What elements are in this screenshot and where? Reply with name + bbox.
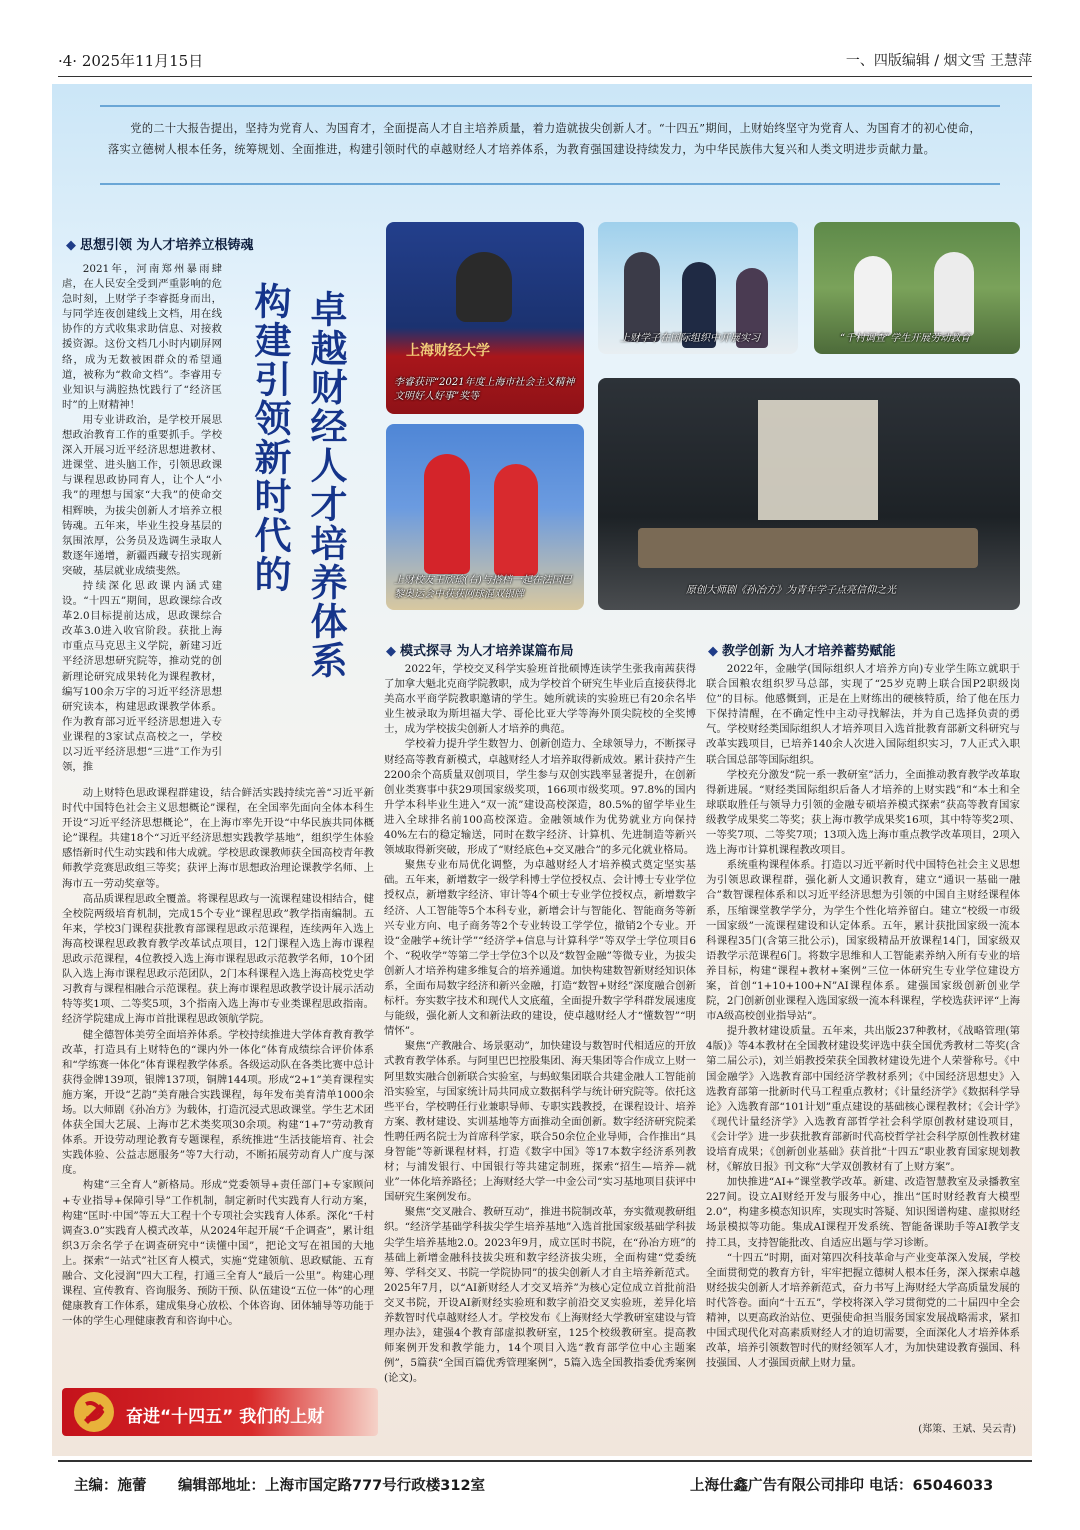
paragraph: 持续深化思政课内涵式建设。“十四五”期间，思政课综合改革2.0目标提前达成，思政课综合改革3.0进入收官阶段。获批上海市重点马克思主义学院，新建习近平经济思想研究院等，推动党的创新理论研究成果转化为课程教材，编写100余万字的习近平经济思想研究读本，构建思政课教学体系。作为教育部习近平经济思想进入专业课程的3家试点高校之一，学校以习近平经济思想“三进”工作为引领，推 — [62, 579, 222, 774]
column-1-narrow — [62, 262, 222, 788]
editors: 一、四版编辑 / 烟文雪 王慧萍 — [845, 53, 1032, 69]
person-figure — [934, 252, 974, 336]
paragraph: 学校着力提升学生数智力、创新创造力、全球领导力，不断探寻财经高等教育新模式，卓越财经人才培养取得新成效。累计获持产生2200余个高质量双创项目，学生参与双创实践率显著提升，在创新创业类赛事中获29项国家级奖项，166项市级奖项。97.8%的国内升学本科毕业生进入“双一流”建设高校深造，80.5%的留学毕业生进入全球排名前100高校深造。金融领域作为优势就业方向保持40%左右的稳定输送，同时在数字经济、计算机、先进制造等新兴领域取得新突破，形成了“财经底色+交叉融合”的多元化就业格局。 — [384, 738, 696, 857]
section-title-3: ◆ 教学创新 为人才培养蓄势赋能 — [708, 644, 896, 659]
paragraph: 健全德智体美劳全面培养体系。学校持续推进大学体育教育教学改革，打造具有上财特色的“课内外一体化”体育成绩综合评价体系和“学练赛一体化”体育课程教学体系。各级运动队在各类比赛中总计获得金牌139项，银牌137项，铜牌144项。形成“2+1”美育课程实施方案，开设“艺韵”美育融合实践课程，每年发布美育清单1000余场。以大师剧《孙冶方》为载体，打造沉浸式思政课堂。学生艺术团体获全国大艺展、上海市艺术类奖项30余项。构建“1+7”劳动教育体系。开设劳动理论教育专题课程，系统推进“生活技能培育、社会实践体验、公益志愿服务”等7大行动，不断拓展劳动育人广度与深度。 — [62, 1028, 374, 1177]
paragraph: 系统重构课程体系。打造以习近平新时代中国特色社会主义思想为引领思政课程群，强化新人文通识教育，建立“通识一基础一融合”数智课程体系和以习近平经济思想为引领的中国自主财经课程体系，压缩课堂教学学分，为学生个性化培养留白。建立“校级一市级一国家级”一流课程建设和认定体系。五年，累计获批国家级一流本科课程35门(含第三批公示)，国家级精品开放课程14门，国家级双语教学示范课程6门。将数字思维和人工智能素养纳入所有专业的培养目标，构建“课程+教材+案例”三位一体研究生专业学位建设方案，首创“1+10+100+N”AI课程体系。建强国家级创新创业学院，2门创新创业课程入选国家级一流本科课程，学校选获评评“上海市A级高校创业指导站”。 — [706, 859, 1020, 1023]
footer-printer: 上海仕鑫广告有限公司排印 电话：65046033 — [690, 1478, 994, 1494]
column-3 — [706, 662, 1020, 1418]
person-figure — [624, 252, 660, 342]
section-title-2: ◆ 模式探寻 为人才培养谋篇布局 — [386, 644, 574, 659]
page-header — [58, 46, 1032, 74]
headline-line-2: 构建引领新时代的 — [248, 282, 291, 594]
stage-banner-text: 上海财经大学 — [406, 343, 490, 359]
footer-editor: 主编：施蕾 — [74, 1478, 147, 1494]
person-figure — [854, 256, 892, 336]
stage-scroll — [758, 400, 878, 520]
diamond-icon: ◆ — [66, 238, 76, 253]
paragraph: 聚焦专业布局优化调整，为卓越财经人才培养模式奠定坚实基础。五年来，新增数字一级学科博士学位授权点、会计博士专业学位授权点，新增数字经济、审计等4个硕士专业学位授权点，新增数字经济、人工智能等5个本科专业，新增会计与智能化、智能商务等新兴专业方向、电子商务等2个专业转设工学学位，撤销2个专业。开设“金融学+统计学”“经济学+信息与计算科学”等双学士学位项目6个、“税收学”等第二学士学位3个以及“数智金融”等微专业，为拔尖创新人才培养构建多维复合的培养通道。加快构建数智新财经知识体系，全面布局数字经济和新兴金融，打造“数智+财经”深度融合创新标杆。夯实数字技术和现代人文底蕴，全面提升数字学科群发展速度与能级，强化新人文和新法政的建设，使卓越财经人才“懂数智”“明情怀”。 — [384, 859, 696, 1038]
footer-address: 编辑部地址：上海市国定路777号行政楼312室 — [178, 1478, 486, 1494]
paragraph: 高品质课程思政全覆盖。将课程思政与一流课程建设相结合，健全校院两级培育机制，完成15个专业“课程思政”教学指南编制。五年来，学校3门课程获批教育部课程思政示范课程，连续两年入选上海高校课程思政教育教学改革试点项目，12门课程入选上海市课程思政示范课程，4位教授入选上海市课程思政示范教学名师，10个团队入选上海市课程思政示范团队，2门本科课程入选上海高校党史学习教育与课程相融合示范课程。获上海市课程思政教学设计展示活动特等奖1项、二等奖5项，3个指南入选上海市专业类课程思政指南。经济学院建成上海市首批课程思政领航学院。 — [62, 892, 374, 1026]
footer-rule — [58, 1460, 1032, 1462]
paragraph: 学校充分激发“院一系一教研室”活力，全面推动教育教学改革取得新进展。“财经类国际组织后备人才培养的上财实践”和“本土和全球联取胜任与领导力引领的金融专硕培养模式探索”获高等教育国家级教学成果奖二等奖；获上海市教学成果奖16项，其中特等奖2项、一等奖7项、二等奖7项；13项入选上海市重点教学改革项目，2项入选上海市计算机课程教改项目。 — [706, 768, 1020, 857]
paragraph: 用专业讲政治，是学校开展思想政治教育工作的重要抓手。学校深入开展习近平经济思想进教材、进课堂、进头脑工作，引领思政课与课程思政协同育人，让个人“小我”的理想与国家“大我”的使命交相辉映，为拔尖创新人才培养立根铸魂。五年来，毕业生投身基层的氛围浓厚，公务员及选调生录取人数逐年递增，新疆西藏专招实现新突破，基层就业成绩斐然。 — [62, 413, 222, 577]
photo-caption: 上财校友王欣瑜(右)与搭档一起在法国巴黎奥运会中获获网球混双银牌 — [394, 575, 572, 600]
photo-li-rui-speech — [386, 222, 584, 414]
person-figure — [456, 252, 512, 322]
paragraph: 提升教材建设质量。五年来，共出版237种教材，《战略管理(第4版)》等4本教材在全国教材建设奖评选中获全国优秀教材二等奖(含第二届公示)，刘兰娟教授荣获全国教材建设先进个人荣誉称号。《中国金融学》入选教育部中国经济学教材系列；《中国经济思想史》入选教育部第一批新时代马工程重点教材；《计量经济学》《数据科学导论》入选教育部“101计划”重点建设的基础核心课程教材；《会计学》《现代计量经济学》入选教育部哲学社会科学原创教材建设项目，《会计学》进一步获批教育部新时代高校哲学社会科学原创性教材建设培育成果；《创新创业基础》获首批“十四五”职业教育国家规划教材，《解放日报》刊文称“大学双创教材有了上财方案”。 — [706, 1025, 1020, 1174]
person-figure — [494, 464, 538, 576]
paragraph: 2021年，河南郑州暴雨肆虐，在人民安全受到严重影响的危急时刻，上财学子李睿挺身而出，与同学连夜创建线上文档，用在线协作的方式收集求助信息、对接救援资源。这份文档几小时内刷屏网络，成为无数被困群众的希望通道，被称为“救命文档”。李睿用专业知识与满腔热忱践行了“经济匡时”的上财精神！ — [62, 263, 222, 411]
photo-caption: 上财学子在国际组织中开展实习 — [620, 333, 760, 344]
photo-caption: “千村调查”学生开展劳动教育 — [840, 333, 971, 344]
intro-paragraph: 党的二十大报告提出，坚持为党育人、为国育才，全面提高人才自主培养质量，着力造就拔尖创新人才。“十四五”期间，上财始终坚守为党育人、为国育才的初心使命，落实立德树人根本任务，统筹规划、全面推进，构建引领时代的卓越财经人才培养体系，为教育强国建设持续发力，为中华民族伟大复兴和人类文明进步贡献力量。 — [108, 122, 982, 156]
photo-village-survey — [814, 222, 1020, 354]
diamond-icon: ◆ — [708, 644, 718, 659]
photo-stage-play — [598, 378, 1020, 610]
paragraph: 构建“三全育人”新格局。形成“党委领导+责任部门+专家顾问+专业指导+保障引导”工作机制，制定新时代实践育人行动方案，构建“匡时·中国”等五大工程十个专项社会实践育人体系。深化“千村调查3.0”实践育人模式改革，从2024年起开展“千企调查”，累计组织3万余名学子在调查研究中“读懂中国”，把论文写在祖国的大地上。探索“一站式”社区育人模式，实施“党建领航、思政赋能、五育融合、文化浸润”四大工程，打通三全育人“最后一公里”。构建心理课程、宣传教育、咨询服务、预防干预、队伍建设“五位一体”的心理健康教育工作体系，建成集身心放松、个体咨询、团体辅导等功能于一体的学生心理健康教育和咨询中心。 — [62, 1179, 374, 1328]
section-title-1: ◆ 思想引领 为人才培养立根铸魂 — [66, 238, 254, 253]
person-figure — [424, 454, 470, 574]
header-rule — [58, 76, 1032, 77]
photo-olympic-tennis — [386, 424, 584, 610]
paragraph: “十四五”时期，面对第四次科技革命与产业变革深入发展，学校全面贯彻党的教育方针，牢牢把握立德树人根本任务，深入探索卓越财经拔尖创新人才培养新范式，奋力书写上海财经大学高质量发展的时代答卷。面向“十五五”，学校将深入学习贯彻党的二十届四中全会精神，以更高政治站位、更强使命担当服务国家发展战略需求，紧扣中国式现代化对高素质财经人才的迫切需要，全面深化人才培养体系改革，培养引领数智时代的财经领军人才，为加快建设教育强国、科技强国、人才强国贡献上财力量。 — [706, 1251, 1020, 1370]
paragraph: 加快推进“AI+”课堂教学改革。新建、改造智慧教室及录播教室227间。设立AI财经开发与服务中心，推出“匡时财经教育大模型2.0”，构建多模态知识库，实现实时答疑、知识图谱构建、虚拟财经场景模拟等功能。集成AI课程开发系统、智能备课助手等AI教学支持工具，支持智能批改、自适应出题与学习诊断。 — [706, 1176, 1020, 1249]
paragraph: 2022年，学校交叉科学实验班首批硕博连读学生张我南茜获得了加拿大魁北克商学院教职，成为学校首个研究生毕业后直接获得北美高水平商学院教职邀请的学生。她所就读的实验班已有20余名毕业生被录取为斯坦福大学、哥伦比亚大学等海外顶尖院校的全奖博士，成为学校拔尖创新人才培养的典范。 — [384, 663, 696, 736]
column-2 — [384, 662, 696, 1432]
party-emblem-icon — [72, 1390, 116, 1434]
paragraph: 聚焦“产教融合、场景驱动”，加快建设与数智时代相适应的开放式教育教学体系。与阿里巴巴控股集团、海天集团等合作成立上财一阿里数实融合创新联合实验室，与蚂蚁集团联合共建金融人工智能前沿实验室，与国家统计局共同成立数据科学与统计研究院等。依托这些平台，学校聘任行业兼职导师、专职实践教授，在课程设计、培养方案、教材建设、实训基地等方面推动全面创新。数字经济研究院柔性聘任两名院士为首席科学家，联合50余位企业导师，合作推出“具身智能”等新课程材料，打造《数字中国》等17本数字经济系列教材；与浦发银行、中国银行等共建定制班，探索“招生—培养—就业”一体化培养路径；上海财经大学一中金公司“实习基地项目获评中国研究生案例发布。 — [384, 1040, 696, 1204]
photo-intl-internship — [598, 222, 798, 354]
column-1-wide — [62, 786, 374, 1378]
byline: (郑策、王斌、吴云青) — [918, 1424, 1016, 1435]
photo-caption: 原创大师剧《孙冶方》为青年学子点亮信仰之光 — [686, 585, 896, 596]
photo-caption: 李睿获评“2021年度上海市社会主义精神文明好人好事”奖等 — [394, 377, 575, 402]
diamond-icon: ◆ — [386, 644, 396, 659]
paragraph: 2022年，金融学(国际组织人才培养方向)专业学生陈立就职于联合国粮农组织罗马总部，实现了“25岁克聘上联合国P2职级岗位”的目标。他感慨到，正是在上财练出的硬核特质，给了他在压力下保持清醒，在不确定性中主动寻找解法，并为自己选择负责的勇气。学校财经类国际组织人才培养项目入选首批教育部新文科研究与改革实践项目，已培养140余人次进入国际组织实习，7人正式入职联合国总部等国际组织。 — [706, 663, 1020, 766]
slogan-banner-text: 奋进“十四五” 我们的上财 — [126, 1407, 325, 1427]
page-number-date: ·4· 2025年11月15日 — [58, 52, 204, 70]
stage-actors — [638, 528, 978, 568]
paragraph: 聚焦“交叉融合、教研互动”，推进书院制改革，夯实微观教研组织。“经济学基础学科拔尖学生培养基地”入选首批国家级基础学科拔尖学生培养基地2.0。2023年9月，成立匡时书院，在“孙冶方班”的基础上新增金融科技拔尖班和数字经济拔尖班，全面构建“党委统筹、学科交叉、书院一学院协同”的拔尖创新人才自主培养新范式。2025年7月，以“AI新财经人才交叉培养”为核心定位成立首批前沿交叉书院，开设AI新财经实验班和数字前沿交叉实验班，差异化培养数智时代卓越财经人才。学校发布《上海财经大学教研室建设与管理办法》，建强4个教育部虚拟教研室，125个校级教研室。提高教师案例开发和教学能力，14个项目入选“教育部学位中心主题案例”，5篇获“全国百篇优秀管理案例”，5篇入选全国教指委优秀案例(论文)。 — [384, 1206, 696, 1385]
headline-line-1: 卓越财经人才培养体系 — [304, 290, 347, 680]
paragraph: 动上财特色思政课程群建设，结合鲜活实践持续完善“习近平新时代中国特色社会主义思想概论”课程，在全国率先面向全体本科生开设“习近平经济思想概论”，在上海市率先开设“中华民族共同体概论”课程。共建18个“习近平经济思想实践教学基地”，组织学生体验感悟新时代生动实践和伟大成就。学校思政课教师获全国高校青年教师教学竞赛思政组三等奖；获评上海市思想政治理论课教学名师、上海市五一劳动奖章等。 — [62, 787, 374, 890]
